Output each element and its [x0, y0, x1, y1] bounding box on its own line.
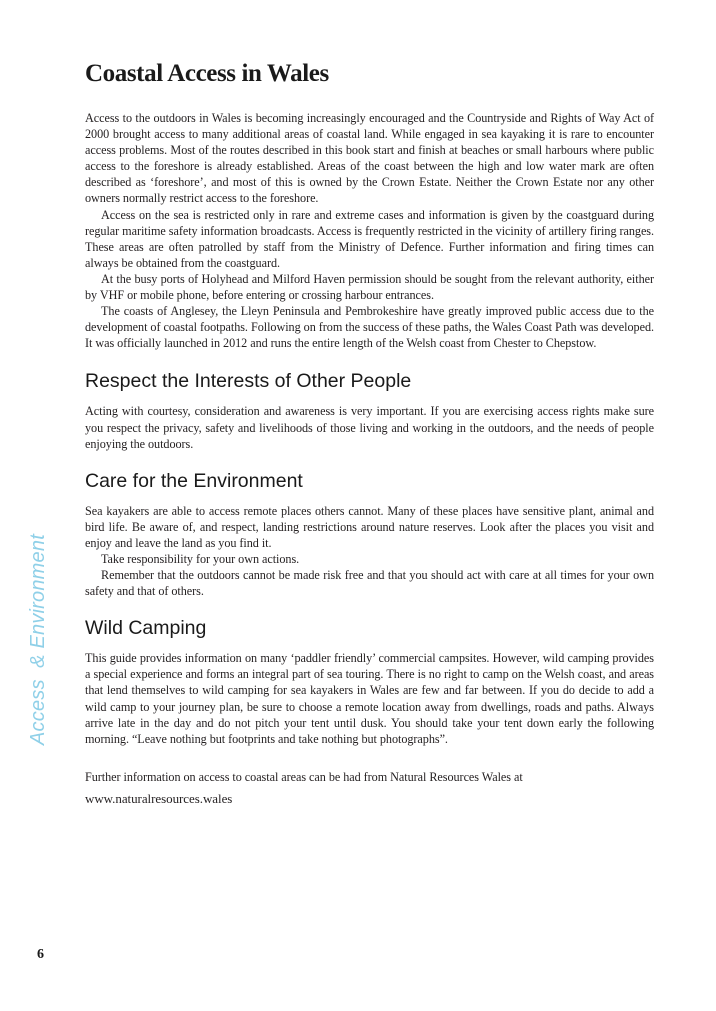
intro-section	[85, 110, 654, 351]
care-paragraph-3: Remember that the outdoors cannot be made risk free and that you should act with care at all times for your own safety and that of others.	[85, 568, 654, 599]
respect-paragraph-1: Acting with courtesy, consideration and awareness is very important. If you are exercising access rights make sure you respect the privacy, safety and livelihoods of those living and working in the outdoors, and the needs of people enjoying the outdoors.	[85, 404, 654, 451]
care-paragraph-2: Take responsibility for your own actions.	[101, 551, 300, 566]
wild-camping-section	[85, 616, 654, 747]
page-title: Coastal Access in Wales	[85, 60, 329, 87]
further-info-text: Further information on access to coastal areas can be had from Natural Resources Wales at	[85, 769, 523, 784]
wild-camping-heading: Wild Camping	[85, 617, 207, 640]
resources-url-link[interactable]: www.naturalresources.wales	[85, 790, 233, 806]
intro-paragraph-2: Access on the sea is restricted only in rare and extreme cases and information is given by the coastguard during regular maritime safety information broadcasts. Access is frequently restricted in the vicinity of artillery firing ranges. These areas are often patrolled by staff from the Ministry of Defence. Further information and firing times can always be obtained from the coastguard.	[85, 207, 654, 270]
respect-section	[85, 369, 654, 451]
chapter-side-label: Access & Environment	[27, 534, 49, 745]
wild-camping-paragraph-1: This guide provides information on many ‘paddler friendly’ commercial campsites. However, wild camping provides a special experience and forms an integral part of sea touring. There is no right to camp on the Welsh coast, and areas that lend themselves to wild camping for sea kayakers in Wales are few and far between. If you do decide to add a wild camp to your journey plan, be sure to choose a remote location away from dwellings, roads and paths. Always arrive late in the day and do not pitch your tent until dusk. You should take your tent down early the following morning. “Leave nothing but footprints and take nothing but photographs”.	[85, 651, 654, 746]
main-content	[85, 58, 654, 807]
intro-paragraph-4: The coasts of Anglesey, the Lleyn Peninsula and Pembrokeshire have greatly improved public access due to the development of coastal footpaths. Following on from the success of these paths, the Wales Coast Path was developed. It was officially launched in 2012 and runs the entire length of the Welsh coast from Chester to Chepstow.	[85, 304, 654, 351]
further-info-section	[85, 769, 654, 807]
respect-heading: Respect the Interests of Other People	[85, 370, 412, 393]
care-heading: Care for the Environment	[85, 469, 303, 492]
care-section	[85, 469, 654, 600]
intro-paragraph-3: At the busy ports of Holyhead and Milford Haven permission should be sought from the relevant authority, either by VHF or mobile phone, before entering or crossing harbour entrances.	[85, 271, 654, 303]
care-paragraph-1: Sea kayakers are able to access remote places others cannot. Many of these places have sensitive plant, animal and bird life. Be aware of, and respect, landing restrictions around nature reserves. Look after the places you visit and enjoy and leave the land as you find it.	[85, 503, 654, 550]
intro-paragraph-1: Access to the outdoors in Wales is becoming increasingly encouraged and the Countryside and Rights of Way Act of 2000 brought access to many additional areas of coastal land. While engaged in sea kayaking it is rare to encounter access problems. Most of the routes described in this book start and finish at beaches or small harbours where public access to the foreshore is already established. Areas of the coast between the high and low water mark are often described as ‘foreshore’, and most of this is owned by the Crown Estate. Neither the Crown Estate nor any other owners normally restrict access to the foreshore.	[85, 111, 654, 206]
page-number: 6	[37, 947, 44, 962]
